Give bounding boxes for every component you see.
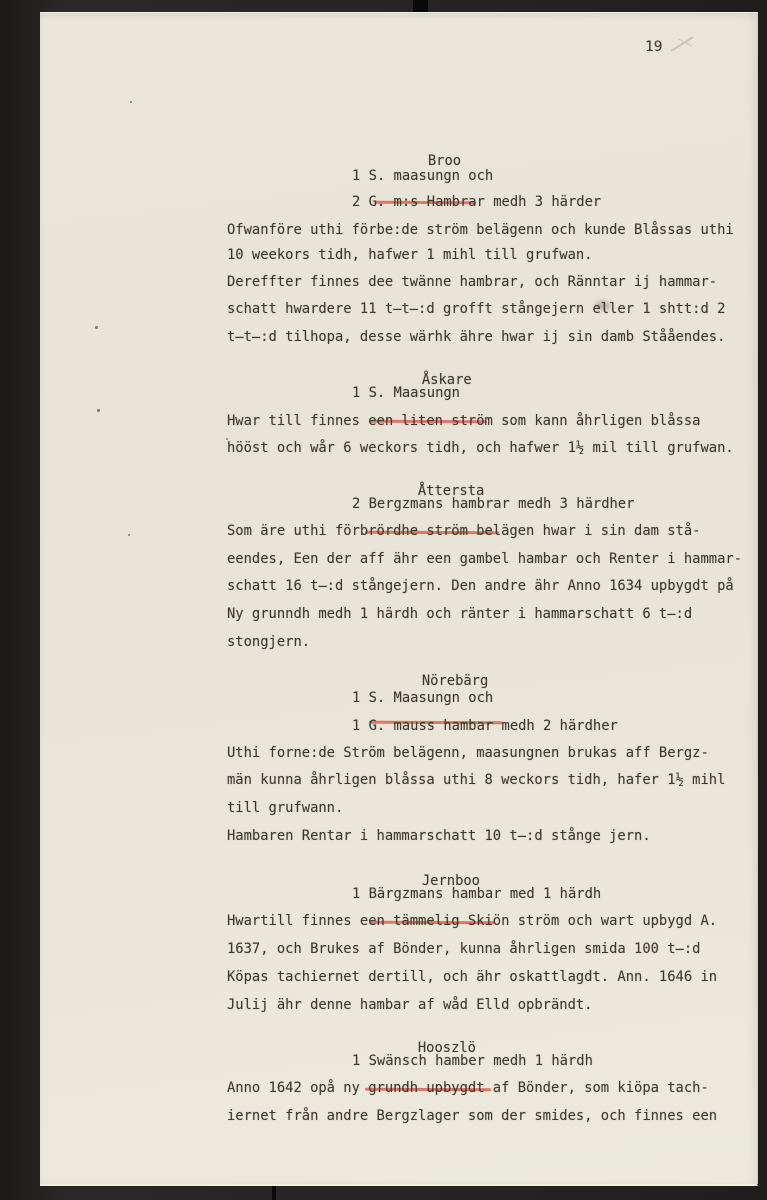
body-line: 10 weekors tidh, hafwer 1 mihl till grufwan. bbox=[227, 247, 593, 263]
inventory-item: 1 G. mauss hambar medh 2 härdher bbox=[352, 718, 618, 734]
section-heading-text: Hooszlö bbox=[417, 1040, 476, 1056]
inventory-item: 2 Bergzmans hambrar medh 3 härdher bbox=[352, 496, 635, 512]
section-heading-text: Jernboo bbox=[421, 873, 480, 889]
body-line: Anno 1642 opå ny grundh upbygdt af Bönder, som kiöpa tach- bbox=[227, 1080, 709, 1096]
inventory-item: 2 G. m:s Hambrar medh 3 härder bbox=[352, 194, 602, 210]
section-heading-text: Åskare bbox=[421, 372, 472, 388]
body-line: Uthi forne:de Ström belägenn, maasungnen brukas aff Bergz- bbox=[227, 745, 709, 761]
section-heading-text: Åttersta bbox=[417, 483, 485, 499]
body-line: Som äre uthi förbrördhe ström belägen hwar i sin dam stå- bbox=[227, 523, 701, 539]
body-line: iernet från andre Bergzlager som der smides, och finnes een bbox=[227, 1108, 718, 1124]
inventory-item: 1 Bärgzmans hambar med 1 härdh bbox=[352, 886, 602, 902]
body-line: Dereffter finnes dee twänne hambrar, och Ränntar ij hammar- bbox=[227, 274, 718, 290]
body-line: Ny grunndh medh 1 härdh och ränter i hammarschatt 6 t̶:d bbox=[227, 606, 693, 622]
body-line: t̶t̶:d tilhopa, desse wärhk ähre hwar ij sin damb Stååendes. bbox=[227, 329, 726, 345]
body-line: 1637, och Brukes af Bönder, kunna åhrligen smida 100 t̶:d bbox=[227, 941, 701, 957]
body-line: eendes, Een der aff ähr een gambel hambar och Renter i hammar- bbox=[227, 551, 742, 567]
inventory-item: 1 S. Maasungn och bbox=[352, 690, 494, 706]
inventory-item: 1 S. Maasungn bbox=[352, 385, 460, 401]
body-line: till grufwann. bbox=[227, 800, 344, 816]
section-heading-text: Nörebärg bbox=[421, 673, 489, 689]
section-heading-text: Broo bbox=[427, 153, 462, 169]
body-line: Ofwanföre uthi förbe:de ström belägenn och kunde Blåssas uthi bbox=[227, 222, 734, 238]
body-line: Julij ähr denne hambar af wåd Elld opbrändt. bbox=[227, 997, 593, 1013]
document-page bbox=[40, 12, 758, 1186]
body-line: schatt 16 t̶:d stångejern. Den andre ähr Anno 1634 upbygdt på bbox=[227, 578, 734, 594]
body-line: hööst och wår 6 weckors tidh, och hafwer 1½ mil till grufwan. bbox=[227, 440, 734, 456]
body-line: män kunna åhrligen blåssa uthi 8 weckors tidh, hafer 1½ mihl bbox=[227, 772, 726, 788]
section-hooszlo bbox=[40, 13, 757, 1184]
body-line: stongjern. bbox=[227, 634, 311, 650]
body-line: Hambaren Rentar i hammarschatt 10 t̶:d stånge jern. bbox=[227, 828, 651, 844]
body-line: Hwar till finnes een liten ström som kann åhrligen blåssa bbox=[227, 413, 701, 429]
body-line: Köpas tachiernet dertill, och ähr oskattlagdt. Ann. 1646 in bbox=[227, 969, 718, 985]
body-line: Hwartill finnes een tämmelig Skiön ström och wart upbygd A. bbox=[227, 913, 718, 929]
page-number: 19 bbox=[645, 39, 663, 55]
inventory-item: 1 Swänsch hamber medh 1 härdh bbox=[352, 1053, 593, 1069]
inventory-item: 1 S. maasungn och bbox=[352, 168, 494, 184]
body-line: schatt hwardere 11 t̶t̶:d grofft stångejern eller 1 shtt:d 2 bbox=[227, 301, 726, 317]
